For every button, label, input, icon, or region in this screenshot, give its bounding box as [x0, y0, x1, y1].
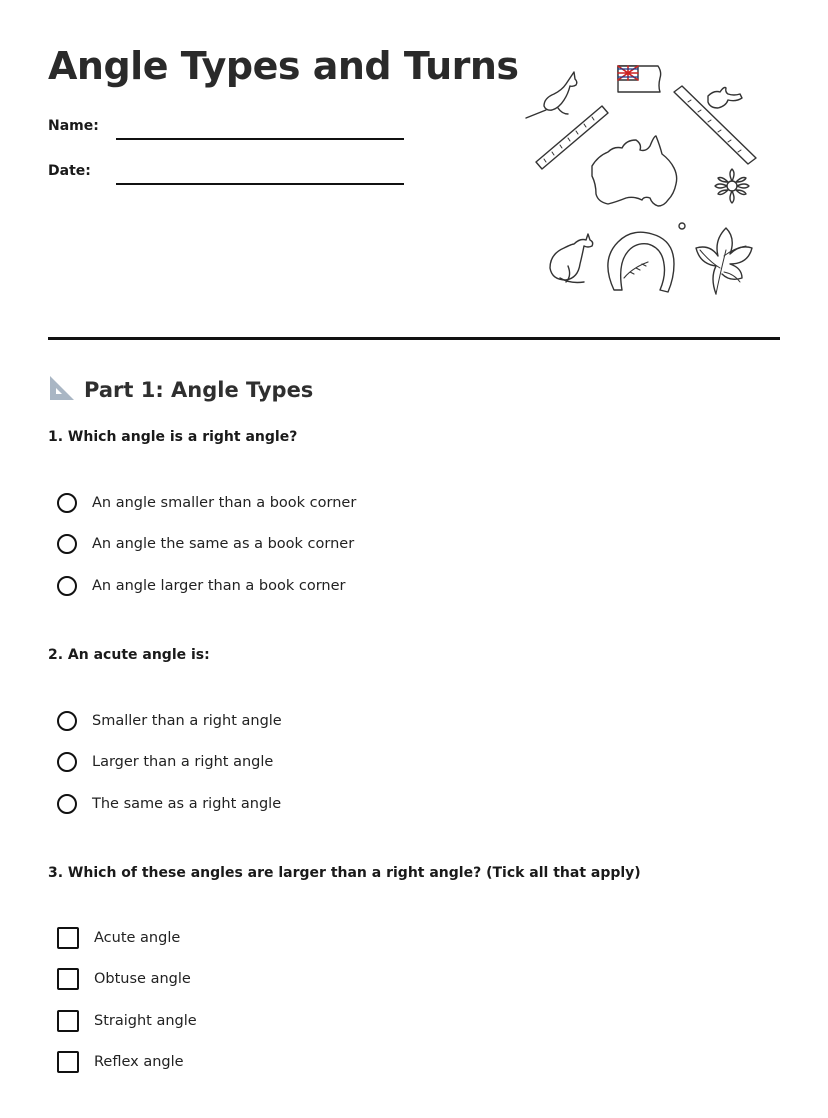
section-divider — [48, 337, 780, 340]
option-label: An angle larger than a book corner — [92, 578, 346, 594]
set-square-icon — [48, 374, 76, 406]
boomerang-icon — [608, 232, 674, 292]
date-label: Date: — [48, 163, 91, 179]
q2-option-1[interactable] — [57, 709, 282, 733]
radio-button[interactable] — [57, 711, 77, 731]
q3-option-2[interactable] — [57, 967, 191, 991]
option-label: Acute angle — [94, 930, 181, 946]
option-label: The same as a right angle — [92, 796, 282, 812]
kangaroo-icon — [526, 72, 577, 118]
date-field[interactable] — [116, 183, 404, 185]
checkbox[interactable] — [57, 1010, 79, 1032]
q3-option-4[interactable] — [57, 1050, 184, 1074]
part1-heading — [48, 374, 313, 406]
option-label: Larger than a right angle — [92, 754, 274, 770]
option-label: An angle the same as a book corner — [92, 536, 355, 552]
option-label: An angle smaller than a book corner — [92, 495, 357, 511]
checkbox[interactable] — [57, 927, 79, 949]
question-2: 2. An acute angle is: — [48, 647, 210, 663]
radio-button[interactable] — [57, 493, 77, 513]
option-label: Reflex angle — [94, 1054, 184, 1070]
q2-option-2[interactable] — [57, 750, 273, 774]
flower-icon — [715, 169, 749, 203]
question-1: 1. Which angle is a right angle? — [48, 429, 298, 445]
gum-leaf-icon — [696, 228, 752, 294]
radio-button[interactable] — [57, 794, 77, 814]
q1-option-2[interactable] — [57, 532, 354, 556]
australia-illustration — [520, 58, 765, 307]
q3-option-3[interactable] — [57, 1009, 197, 1033]
worksheet-title: Angle Types and Turns — [48, 44, 519, 88]
q3-option-1[interactable] — [57, 926, 180, 950]
q1-option-3[interactable] — [57, 574, 346, 598]
q2-option-3[interactable] — [57, 792, 281, 816]
option-label: Straight angle — [94, 1013, 197, 1029]
checkbox[interactable] — [57, 1051, 79, 1073]
option-label: Obtuse angle — [94, 971, 191, 987]
checkbox[interactable] — [57, 968, 79, 990]
flag-icon — [618, 66, 661, 92]
name-label: Name: — [48, 118, 99, 134]
part1-title: Part 1: Angle Types — [84, 378, 314, 402]
ruler-icon — [674, 86, 756, 164]
radio-button[interactable] — [57, 752, 77, 772]
name-field[interactable] — [116, 138, 404, 140]
q1-option-1[interactable] — [57, 491, 356, 515]
kangaroo-icon — [550, 234, 593, 283]
radio-button[interactable] — [57, 534, 77, 554]
option-label: Smaller than a right angle — [92, 713, 282, 729]
australia-map-icon — [592, 136, 685, 229]
question-3: 3. Which of these angles are larger than a right angle? (Tick all that apply) — [48, 865, 641, 881]
radio-button[interactable] — [57, 576, 77, 596]
